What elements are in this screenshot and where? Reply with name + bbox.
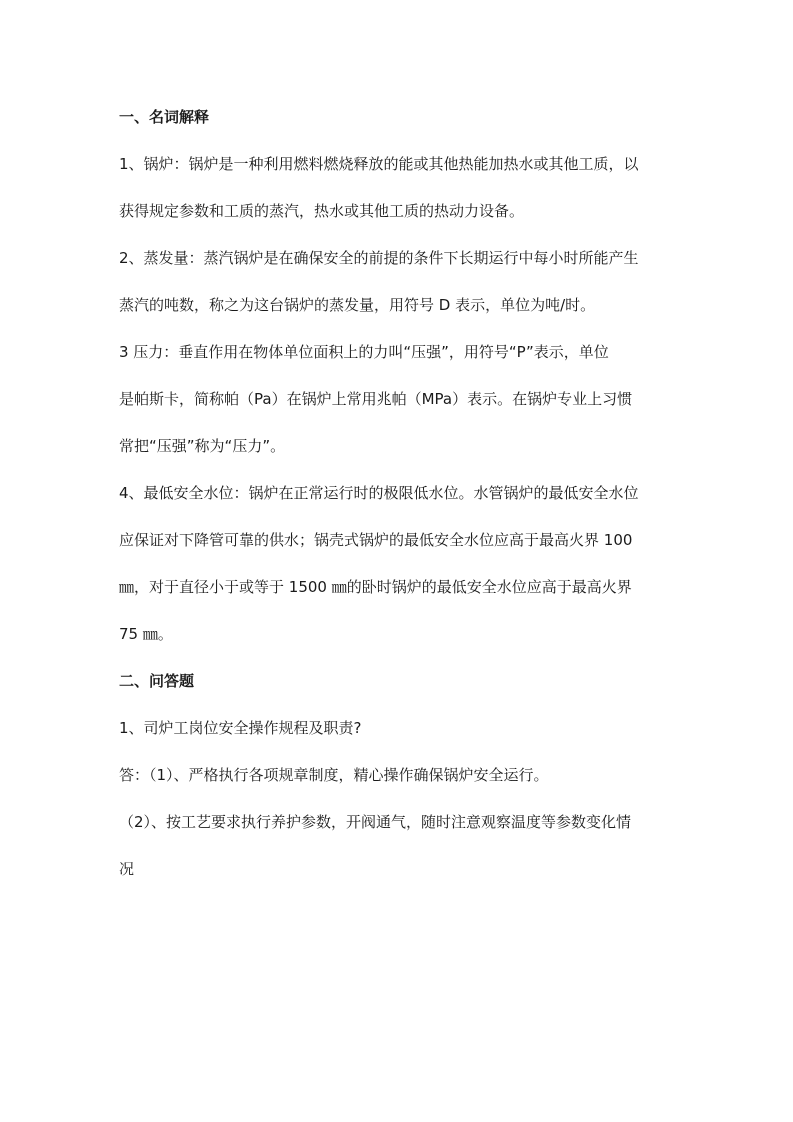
paragraph-line: 常把“压强”称为“压力”。 xyxy=(119,437,286,455)
term-item-evaporation xyxy=(119,247,679,316)
document-page xyxy=(119,96,679,880)
paragraph-line: 是帕斯卡，简称帕（Pa）在锅炉上常用兆帕（MPa）表示。在锅炉专业上习惯 xyxy=(119,390,633,408)
paragraph-line: （2）、按工艺要求执行养护参数，开阀通气，随时注意观察温度等参数变化情 xyxy=(119,813,632,831)
paragraph-line: 2、蒸发量：蒸汽锅炉是在确保安全的前提的条件下长期运行中每小时所能产生 xyxy=(119,249,639,267)
paragraph-line: 75 ㎜。 xyxy=(119,625,173,643)
term-item-water-level xyxy=(119,482,679,645)
term-item-pressure xyxy=(119,341,679,457)
paragraph-line: 况 xyxy=(119,860,135,878)
question-text: 1、司炉工岗位安全操作规程及职责? xyxy=(119,719,362,737)
paragraph-line: 4、最低安全水位：锅炉在正常运行时的极限低水位。水管锅炉的最低安全水位 xyxy=(119,484,639,502)
term-item-boiler xyxy=(119,153,679,222)
answer-paragraph xyxy=(119,811,679,880)
paragraph-line: 获得规定参数和工质的蒸汽，热水或其他工质的热动力设备。 xyxy=(119,202,525,220)
paragraph-line: ㎜，对于直径小于或等于 1500 ㎜的卧时锅炉的最低安全水位应高于最高火界 xyxy=(119,578,632,596)
paragraph-line: 3 压力：垂直作用在物体单位面积上的力叫“压强”，用符号“P”表示，单位 xyxy=(119,343,609,361)
paragraph-line: 应保证对下降管可靠的供水；锅壳式锅炉的最低安全水位应高于最高火界 100 xyxy=(119,531,633,549)
paragraph-line: 蒸汽的吨数，称之为这台锅炉的蒸发量，用符号 D 表示，单位为吨/时。 xyxy=(119,296,596,314)
section-heading-qa: 二、问答题 xyxy=(119,672,195,690)
paragraph-line: 1、锅炉：锅炉是一种利用燃料燃烧释放的能或其他热能加热水或其他工质，以 xyxy=(119,155,639,173)
section-heading-terms: 一、名词解释 xyxy=(119,108,210,126)
answer-line: 答：（1）、严格执行各项规章制度，精心操作确保锅炉安全运行。 xyxy=(119,766,549,784)
